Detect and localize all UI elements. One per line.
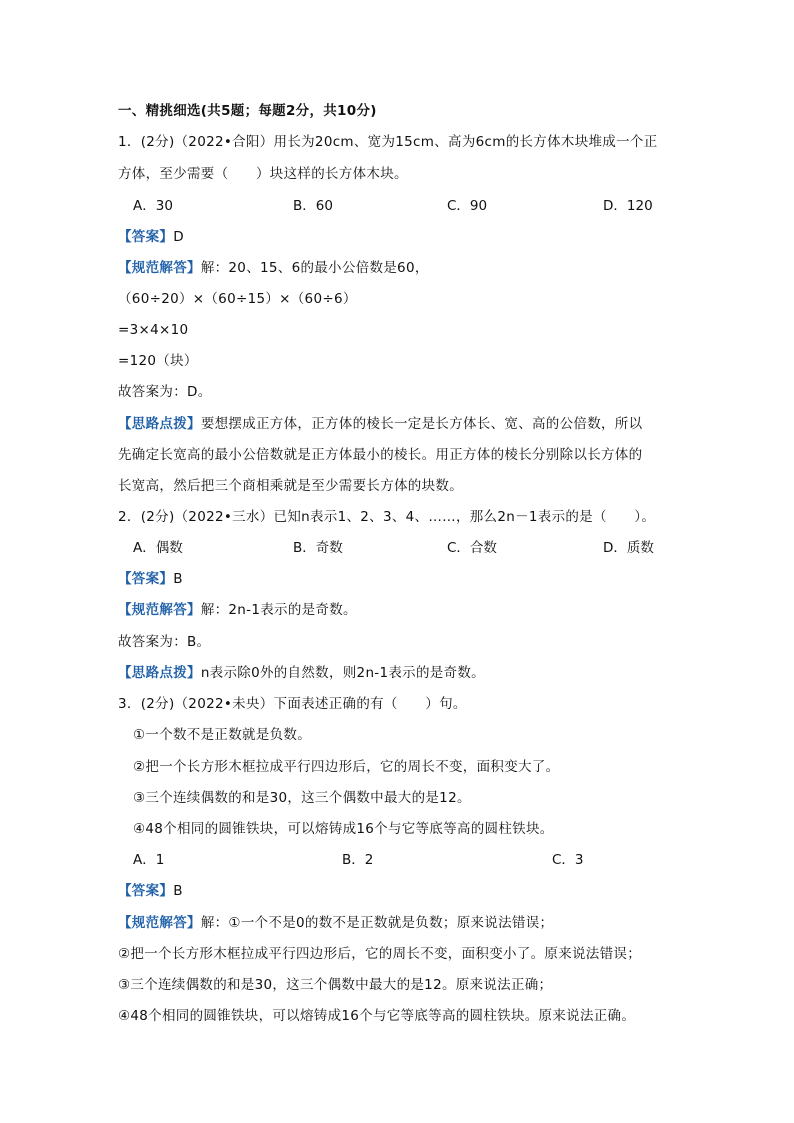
q2-tip (118, 663, 485, 683)
section-heading: 一、精挑细选(共5题；每题2分，共10分) (118, 103, 377, 119)
q2-stem-line-1: 2．(2分)（2022•三水）已知n表示1、2、3、4、……，那么2n－1表示的是（ ）。 (118, 509, 656, 525)
q3-option-a: A．1 (133, 852, 165, 868)
q2-solution (118, 600, 357, 620)
q1-stem-line-1: 1．(2分)（2022•合阳）用长为20cm、宽为15cm、高为6cm的长方体木块堆成一个正 (118, 134, 658, 150)
q1-tip-text-1: 要想摆成正方体，正方体的棱长一定是长方体长、宽、高的公倍数，所以 (200, 416, 643, 432)
q1-answer-value: D (173, 229, 184, 245)
q3-stem-line-1: 3．(2分)（2022•未央）下面表述正确的有（ ）句。 (118, 696, 467, 712)
q1-tip-1 (118, 414, 642, 434)
q1-stem-line-2: 方体，至少需要（ ）块这样的长方体木块。 (118, 166, 408, 182)
answer-label: 【答案】 (118, 571, 174, 587)
solution-label: 【规范解答】 (118, 602, 201, 618)
q3-solution-text-1: 解：①一个不是0的数不是正数就是负数；原来说法错误； (200, 915, 554, 931)
q2-option-b: B．奇数 (293, 540, 343, 556)
solution-label: 【规范解答】 (118, 915, 201, 931)
q1-answer (118, 227, 184, 247)
q1-conclusion: 故答案为：D。 (118, 384, 212, 400)
q3-solution-4: ④48个相同的圆锥铁块，可以熔铸成16个与它等底等高的圆柱铁块。原来说法正确。 (118, 1008, 636, 1024)
q1-option-a: A．30 (133, 198, 173, 214)
q3-solution (118, 913, 553, 933)
q3-solution-3: ③三个连续偶数的和是30，这三个偶数中最大的是12。原来说法正确； (118, 977, 553, 993)
q2-answer (118, 569, 183, 589)
q3-statement-2: ②把一个长方形木框拉成平行四边形后，它的周长不变，面积变大了。 (133, 759, 560, 775)
q2-option-d: D．质数 (603, 540, 654, 556)
q2-option-a: A．偶数 (133, 540, 183, 556)
q3-statement-4: ④48个相同的圆锥铁块，可以熔铸成16个与它等底等高的圆柱铁块。 (133, 821, 554, 837)
q2-answer-value: B (173, 571, 183, 587)
q1-solution-text: 解：20、15、6的最小公倍数是60， (200, 260, 429, 276)
q1-tip-2: 先确定长宽高的最小公倍数就是正方体最小的棱长。用正方体的棱长分别除以长方体的 (118, 447, 643, 463)
q1-calc-1: （60÷20）×（60÷15）×（60÷6） (118, 291, 357, 307)
q1-tip-3: 长宽高，然后把三个商相乘就是至少需要长方体的块数。 (118, 478, 463, 494)
q3-option-c: C．3 (552, 852, 584, 868)
q3-option-b: B．2 (342, 852, 374, 868)
q3-answer (118, 881, 183, 901)
q1-option-c: C．90 (447, 198, 488, 214)
answer-label: 【答案】 (118, 883, 174, 899)
q2-tip-text: n表示除0外的自然数，则2n-1表示的是奇数。 (200, 665, 485, 681)
q2-solution-text: 解：2n-1表示的是奇数。 (200, 602, 357, 618)
q2-option-c: C．合数 (447, 540, 497, 556)
q1-calc-3: =120（块） (118, 353, 198, 369)
q1-option-d: D．120 (603, 198, 653, 214)
answer-label: 【答案】 (118, 229, 174, 245)
q1-solution (118, 258, 429, 278)
q3-answer-value: B (173, 883, 183, 899)
q3-statement-1: ①一个数不是正数就是负数。 (133, 727, 312, 743)
q2-conclusion: 故答案为：B。 (118, 634, 211, 650)
q3-solution-2: ②把一个长方形木框拉成平行四边形后，它的周长不变，面积变小了。原来说法错误； (118, 946, 642, 962)
q3-statement-3: ③三个连续偶数的和是30，这三个偶数中最大的是12。 (133, 790, 471, 806)
solution-label: 【规范解答】 (118, 260, 201, 276)
tip-label: 【思路点拨】 (118, 416, 201, 432)
tip-label: 【思路点拨】 (118, 665, 201, 681)
q1-calc-2: =3×4×10 (118, 322, 189, 338)
q1-option-b: B．60 (293, 198, 333, 214)
